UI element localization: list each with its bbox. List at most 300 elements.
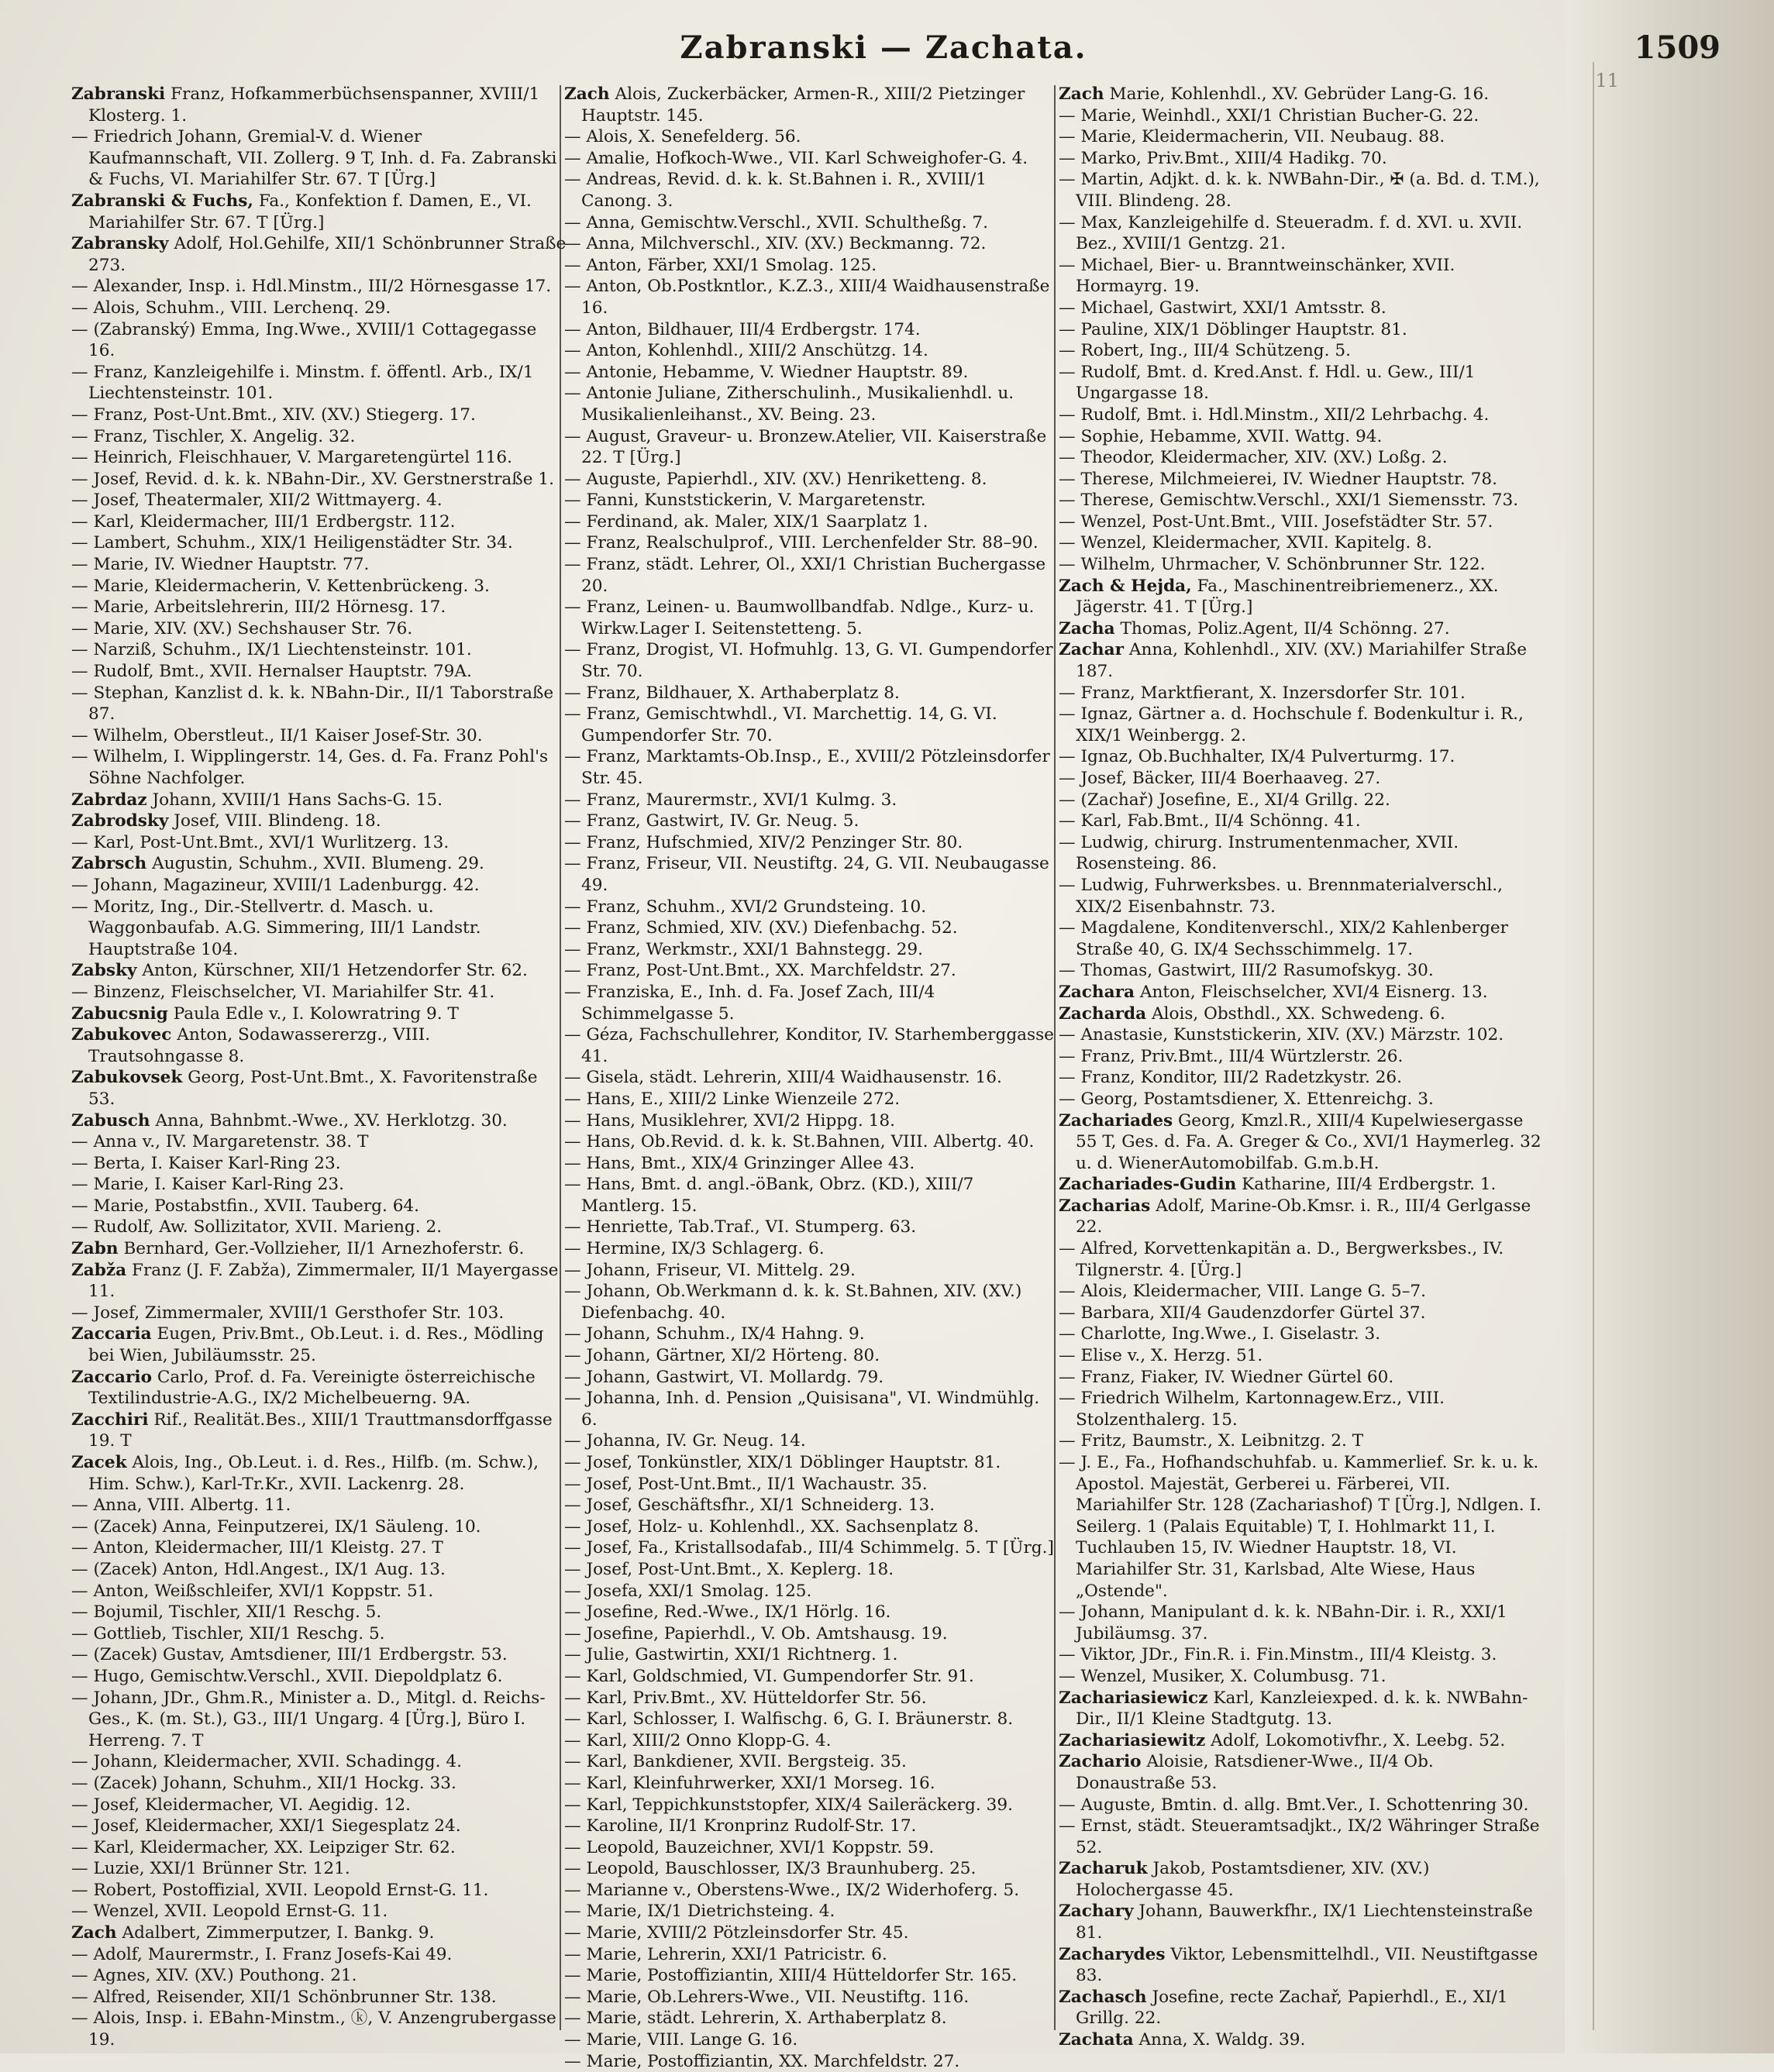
- entry-surname: Zachata: [1059, 2030, 1134, 2050]
- directory-entry: [71, 1944, 567, 1966]
- directory-entry: [564, 790, 1060, 811]
- entry-text: — Marie, I. Kaiser Karl-Ring 23.: [71, 1175, 345, 1195]
- directory-entry: [1059, 639, 1547, 682]
- entry-surname: Zabsky: [71, 961, 137, 981]
- directory-entry: [71, 1795, 567, 1816]
- directory-entry: [71, 1131, 567, 1153]
- entry-text: — Josef, Post-Unt.Bmt., X. Keplerg. 18.: [564, 1559, 894, 1579]
- directory-entry: [71, 126, 567, 191]
- entry-surname: Zacha: [1059, 618, 1115, 638]
- entry-text: — Therese, Gemischtw.Verschl., XXI/1 Siemensstr. 73.: [1059, 490, 1519, 511]
- directory-entry: [71, 1602, 567, 1623]
- directory-entry: [1059, 1858, 1547, 1901]
- directory-entry: [71, 1880, 567, 1902]
- directory-entry: [564, 511, 1060, 533]
- entry-text: — Marie, VIII. Lange G. 16.: [564, 2030, 798, 2050]
- directory-entry: [71, 511, 567, 533]
- entry-surname: Zacchiri: [71, 1409, 149, 1430]
- entry-text: — Johann, Magazineur, XVIII/1 Ladenburgg. 42.: [71, 875, 480, 895]
- entry-text: Franz, Hofkammerbüchsenspanner, XVIII/1 Klosterg. 1.: [88, 84, 540, 126]
- entry-text: — Antonie, Hebamme, V. Wiedner Hauptstr. 89.: [564, 362, 969, 382]
- entry-surname: Zacharydes: [1059, 1944, 1166, 1964]
- entry-text: Augustin, Schuhm., XVII. Blumeng. 29.: [152, 854, 484, 874]
- directory-entry: [564, 1644, 1060, 1666]
- directory-entry: [564, 1666, 1060, 1688]
- entry-text: — Anastasie, Kunststickerin, XIV. (XV.) Märzstr. 102.: [1059, 1025, 1504, 1045]
- directory-entry: [71, 1196, 567, 1217]
- directory-entry: [71, 191, 567, 233]
- entry-text: Adalbert, Zimmerputzer, I. Bankg. 9.: [122, 1923, 435, 1943]
- entry-text: — August, Graveur- u. Bronzew.Atelier, VII. Kaiserstraße 22. T [Ürg.]: [564, 426, 1047, 468]
- entry-text: — Georg, Postamtsdiener, X. Ettenreichg. 3.: [1059, 1089, 1434, 1109]
- directory-entry: [71, 298, 567, 319]
- directory-entry: [1059, 1281, 1547, 1303]
- directory-entry: [71, 982, 567, 1003]
- entry-text: — Marie, Kleidermacherin, V. Kettenbrückeng. 3.: [71, 576, 490, 596]
- directory-entry: [564, 1367, 1060, 1389]
- directory-entry: [564, 84, 1060, 126]
- entry-text: — Josef, Bäcker, III/4 Boerhaaveg. 27.: [1059, 769, 1381, 788]
- directory-entry: [71, 832, 567, 854]
- entry-text: — Karl, Goldschmied, VI. Gumpendorfer Str. 91.: [564, 1666, 974, 1686]
- directory-entry: [564, 554, 1060, 597]
- directory-entry: [71, 447, 567, 469]
- entry-text: — Karl, Fab.Bmt., II/4 Schönng. 41.: [1059, 811, 1361, 831]
- entry-text: — Wilhelm, Uhrmacher, V. Schönbrunner Str. 122.: [1059, 555, 1486, 575]
- directory-entry: [1059, 426, 1547, 448]
- entry-text: Anna, Kohlenhdl., XIV. (XV.) Mariahilfer Straße 187.: [1076, 640, 1528, 682]
- directory-entry: [71, 1623, 567, 1645]
- entry-text: — Michael, Bier- u. Branntweinschänker, XVII. Hormayrg. 19.: [1059, 255, 1455, 297]
- entry-surname: Zacharda: [1059, 1003, 1147, 1024]
- entry-text: — Johanna, IV. Gr. Neug. 14.: [564, 1431, 806, 1451]
- entry-text: — Alois, X. Senefelderg. 56.: [564, 127, 801, 147]
- directory-entry: [564, 1559, 1060, 1581]
- directory-entry: [1059, 746, 1547, 768]
- directory-entry: [71, 1537, 567, 1559]
- directory-entry: [1059, 105, 1547, 127]
- directory-entry: [71, 1773, 567, 1795]
- directory-entry: [564, 704, 1060, 746]
- directory-entry: [564, 1837, 1060, 1859]
- entry-surname: Zabranski & Fuchs,: [71, 191, 253, 211]
- entry-text: — Marie, Arbeitslehrerin, III/2 Hörnesg. 17.: [71, 597, 446, 618]
- entry-surname: Zachariasiewicz: [1059, 1688, 1208, 1708]
- entry-text: — Franziska, E., Inh. d. Fa. Josef Zach, III/4 Schimmelgasse 5.: [564, 982, 935, 1024]
- entry-text: — Rudolf, Bmt. i. Hdl.Minstm., XII/2 Lehrbachg. 4.: [1059, 404, 1490, 425]
- entry-text: — Hugo, Gemischtw.Verschl., XVII. Diepoldplatz 6.: [71, 1666, 503, 1686]
- directory-entry: [1059, 1303, 1547, 1324]
- entry-text: — Auguste, Papierhdl., XIV. (XV.) Henriketteng. 8.: [564, 469, 987, 489]
- directory-entry: [564, 255, 1060, 277]
- entry-text: — Friedrich Wilhelm, Kartonnagew.Erz., VIII. Stolzenthalerg. 15.: [1059, 1389, 1445, 1430]
- directory-entry: [1059, 169, 1547, 212]
- directory-entry: [564, 1089, 1060, 1110]
- entry-text: — Franz, Marktfierant, X. Inzersdorfer Str. 101.: [1059, 683, 1466, 703]
- entry-text: — Pauline, XIX/1 Döblinger Hauptstr. 81.: [1059, 319, 1407, 339]
- entry-text: Carlo, Prof. d. Fa. Vereinigte österreichische Textilindustrie-A.G., IX/2 Michelbeuerng. 9A.: [88, 1367, 536, 1409]
- directory-entry: [1059, 1388, 1547, 1430]
- directory-entry: [564, 1581, 1060, 1602]
- entry-text: — Karl, Post-Unt.Bmt., XVI/1 Wurlitzerg. 13.: [71, 832, 450, 852]
- entry-text: — Franz, Bildhauer, X. Arthaberplatz 8.: [564, 683, 900, 703]
- entry-surname: Zachara: [1059, 982, 1135, 1002]
- directory-entry: [564, 1345, 1060, 1367]
- directory-entry: [1059, 1944, 1547, 1987]
- directory-entry: [71, 1559, 567, 1581]
- directory-entry: [564, 1516, 1060, 1538]
- directory-entry: [564, 1452, 1060, 1474]
- entry-text: — Franz, Realschulprof., VIII. Lerchenfelder Str. 88–90.: [564, 533, 1039, 553]
- directory-entry: [71, 1409, 567, 1452]
- entry-text: — Franz, städt. Lehrer, Ol., XXI/1 Christian Buchergasse 20.: [564, 555, 1046, 596]
- entry-text: — Marie, XIV. (XV.) Sechshauser Str. 76.: [71, 618, 413, 638]
- entry-text: — Franz, Post-Unt.Bmt., XIV. (XV.) Stiegerg. 17.: [71, 404, 476, 425]
- entry-text: — (Zacek) Johann, Schuhm., XII/1 Hockg. 33.: [71, 1773, 456, 1793]
- entry-text: Fa., Konfektion f. Damen, E., VI. Mariahilfer Str. 67. T [Ürg.]: [88, 191, 532, 232]
- entry-text: — Marko, Priv.Bmt., XIII/4 Hadikg. 70.: [1059, 148, 1387, 168]
- entry-text: Anna, Bahnbmt.-Wwe., XV. Herklotzg. 30.: [155, 1110, 508, 1131]
- entry-text: — Anton, Ob.Postkntlor., K.Z.3., XIII/4 Waidhausenstraße 16.: [564, 277, 1050, 318]
- directory-entry: [564, 832, 1060, 854]
- directory-entry: [1059, 1602, 1547, 1644]
- directory-entry: [564, 1067, 1060, 1089]
- entry-text: — Marie, Postoffiziantin, XIII/4 Hütteldorfer Str. 165.: [564, 1966, 1018, 1986]
- entry-text: — Josef, Revid. d. k. k. NBahn-Dir., XV. Gerstnerstraße 1.: [71, 469, 554, 489]
- directory-entry: [71, 875, 567, 897]
- directory-entry: [564, 1944, 1060, 1966]
- directory-entry: [71, 1217, 567, 1238]
- directory-entry: [564, 1430, 1060, 1452]
- entry-text: — Bojumil, Tischler, XII/1 Reschg. 5.: [71, 1602, 382, 1623]
- entry-text: — Wilhelm, Oberstleut., II/1 Kaiser Josef-Str. 30.: [71, 725, 483, 745]
- directory-entry: [1059, 1816, 1547, 1858]
- directory-entry: [1059, 917, 1547, 960]
- directory-entry: [564, 148, 1060, 170]
- entry-text: Georg, Kmzl.R., XIII/4 Kupelwiesergasse 55 T, Ges. d. Fa. A. Greger & Co., XVI/1 Haymerleg. 32 u. d. WienerAutomobilfab. G.m.b.H.: [1076, 1110, 1541, 1173]
- entry-surname: Zach: [564, 84, 610, 104]
- entry-surname: Zacharuk: [1059, 1859, 1148, 1879]
- column-2: [564, 84, 1060, 2071]
- directory-entry: [564, 2008, 1060, 2029]
- directory-entry: [564, 1131, 1060, 1153]
- directory-entry: [1059, 511, 1547, 533]
- page-number: 1509: [1634, 29, 1721, 66]
- directory-entry: [1059, 212, 1547, 255]
- directory-entry: [71, 532, 567, 554]
- entry-text: — Josef, Theatermaler, XII/2 Wittmayerg. 4.: [71, 490, 443, 511]
- entry-text: — Ludwig, chirurg. Instrumentenmacher, XVII. Rosensteing. 86.: [1059, 832, 1459, 874]
- entry-text: — (Zacek) Gustav, Amtsdiener, III/1 Erdbergstr. 53.: [71, 1645, 508, 1665]
- entry-text: — Moritz, Ing., Dir.-Stellvertr. d. Masch. u. Waggonbaufab. A.G. Simmering, III/1 Landstr. Hauptstraße 104.: [71, 897, 481, 959]
- directory-entry: [564, 1495, 1060, 1516]
- entry-surname: Zach: [71, 1923, 117, 1943]
- directory-entry: [1059, 148, 1547, 170]
- entry-text: — Barbara, XII/4 Gaudenzdorfer Gürtel 37.: [1059, 1303, 1426, 1323]
- directory-entry: [1059, 1751, 1547, 1794]
- entry-surname: Zachariades: [1059, 1110, 1173, 1131]
- directory-entry: [1059, 469, 1547, 490]
- entry-text: — Anna, Milchverschl., XIV. (XV.) Beckmanng. 72.: [564, 234, 987, 254]
- directory-entry: [1059, 618, 1547, 640]
- directory-entry: [71, 276, 567, 298]
- entry-text: — Franz, Maurermstr., XVI/1 Kulmg. 3.: [564, 790, 897, 810]
- directory-entry: [564, 169, 1060, 212]
- directory-entry: [71, 1003, 567, 1025]
- entry-text: Alois, Ing., Ob.Leut. i. d. Res., Hilfb. (m. Schw.), Him. Schw.), Karl-Tr.Kr., XVII. Lackenrg. 28.: [88, 1453, 539, 1494]
- entry-surname: Zabrsch: [71, 854, 147, 874]
- directory-entry: [1059, 532, 1547, 554]
- directory-entry: [1059, 960, 1547, 982]
- directory-entry: [1059, 554, 1547, 576]
- directory-entry: [71, 1688, 567, 1752]
- entry-text: — Wenzel, XVII. Leopold Ernst-G. 11.: [71, 1902, 388, 1922]
- entry-surname: Zachario: [1059, 1752, 1142, 1772]
- directory-entry: [71, 1238, 567, 1260]
- directory-entry: [1059, 404, 1547, 426]
- entry-text: — Karl, Schlosser, I. Walfischg. 6, G. I. Bräunerstr. 8.: [564, 1709, 1014, 1730]
- directory-entry: [1059, 1089, 1547, 1110]
- directory-entry: [71, 1666, 567, 1688]
- directory-entry: [71, 84, 567, 126]
- entry-text: — Johann, Manipulant d. k. k. NBahn-Dir. i. R., XXI/1 Jubiläumsg. 37.: [1059, 1602, 1507, 1643]
- directory-entry: [564, 2029, 1060, 2051]
- directory-entry: [1059, 1003, 1547, 1025]
- entry-text: — Franz, Werkmstr., XXI/1 Bahnstegg. 29.: [564, 939, 924, 959]
- entry-text: Viktor, Lebensmittelhdl., VII. Neustiftgasse 83.: [1076, 1944, 1538, 1986]
- directory-entry: [71, 576, 567, 597]
- directory-entry: [1059, 576, 1547, 618]
- entry-text: — Josef, Post-Unt.Bmt., II/1 Wachaustr. 35.: [564, 1474, 928, 1494]
- entry-surname: Zaccario: [71, 1367, 153, 1387]
- directory-entry: [71, 1644, 567, 1666]
- directory-entry: [1059, 1901, 1547, 1943]
- entry-text: Thomas, Poliz.Agent, II/4 Schönng. 27.: [1120, 618, 1450, 638]
- entry-text: — (Zabranský) Emma, Ing.Wwe., XVIII/1 Cottagegasse 16.: [71, 319, 537, 361]
- directory-entry: [564, 1965, 1060, 1987]
- entry-text: — Ludwig, Fuhrwerksbes. u. Brennmaterialverschl., XIX/2 Eisenbahnstr. 73.: [1059, 875, 1504, 917]
- entry-text: — Josef, Tonkünstler, XIX/1 Döblinger Hauptstr. 81.: [564, 1453, 1001, 1472]
- entry-text: — Magdalene, Konditenverschl., XIX/2 Kahlenberger Straße 40, G. IX/4 Sechsschimmelg. 17.: [1059, 918, 1509, 959]
- entry-text: Josefine, recte Zachař, Papierhdl., E., XI/1 Grillg. 22.: [1076, 1987, 1508, 2029]
- entry-text: — Franz, Post-Unt.Bmt., XX. Marchfeldstr. 27.: [564, 961, 956, 981]
- directory-entry: [71, 490, 567, 511]
- entry-text: — Ignaz, Gärtner a. d. Hochschule f. Bodenkultur i. R., XIX/1 Weinbergg. 2.: [1059, 704, 1524, 745]
- directory-entry: [1059, 447, 1547, 469]
- entry-text: — Franz, Leinen- u. Baumwollbandfab. Ndlge., Kurz- u. Wirkw.Lager I. Seitenstetteng. 5.: [564, 597, 1035, 638]
- entry-text: — Marie, XVIII/2 Pötzleinsdorfer Str. 45.: [564, 1923, 909, 1943]
- entry-text: — Rudolf, Bmt., XVII. Hernalser Hauptstr. 79A.: [71, 662, 472, 682]
- entry-text: — Josef, Zimmermaler, XVIII/1 Gersthofer Str. 103.: [71, 1303, 505, 1323]
- entry-text: — Julie, Gastwirtin, XXI/1 Richtnerg. 1.: [564, 1645, 898, 1665]
- directory-entry: [564, 1388, 1060, 1430]
- directory-entry: [1059, 1238, 1547, 1281]
- directory-entry: [564, 1816, 1060, 1837]
- directory-entry: [71, 1153, 567, 1175]
- directory-entry: [564, 1217, 1060, 1238]
- directory-entry: [564, 1474, 1060, 1495]
- directory-entry: [564, 1901, 1060, 1922]
- entry-text: — Alfred, Korvettenkapitän a. D., Bergwerksbes., IV. Tilgnerstr. 4. [Ürg.]: [1059, 1239, 1504, 1280]
- directory-entry: [1059, 1174, 1547, 1196]
- directory-entry: [71, 639, 567, 661]
- entry-text: — Alfred, Reisender, XII/1 Schönbrunner Str. 138.: [71, 1987, 497, 2007]
- directory-entry: [564, 426, 1060, 469]
- directory-entry: [564, 340, 1060, 362]
- entry-text: — Franz, Schmied, XIV. (XV.) Diefenbachg. 52.: [564, 918, 958, 938]
- entry-text: — Franz, Schuhm., XVI/2 Grundsteing. 10.: [564, 897, 927, 917]
- entry-text: — (Zacek) Anna, Feinputzerei, IX/1 Säuleng. 10.: [71, 1516, 481, 1537]
- entry-text: — Josef, Fa., Kristallsodafab., III/4 Schimmelg. 5. T [Ürg.]: [564, 1538, 1054, 1558]
- entry-text: — Marie, Lehrerin, XXI/1 Patricistr. 6.: [564, 1944, 887, 1964]
- directory-entry: [71, 2008, 567, 2050]
- entry-text: — Luzie, XXI/1 Brünner Str. 121.: [71, 1859, 350, 1879]
- directory-entry: [71, 426, 567, 448]
- entry-text: Josef, VIII. Blindeng. 18.: [174, 811, 381, 831]
- entry-text: — Marie, Ob.Lehrers-Wwe., VII. Neustiftg. 116.: [564, 1987, 970, 2007]
- entry-text: — Karl, Bankdiener, XVII. Bergsteig. 35.: [564, 1752, 907, 1772]
- entry-text: — Elise v., X. Herzg. 51.: [1059, 1346, 1263, 1366]
- entry-text: — Alois, Schuhm., VIII. Lerchenq. 29.: [71, 298, 391, 318]
- entry-text: — Anton, Kleidermacher, III/1 Kleistg. 27. T: [71, 1538, 443, 1558]
- entry-surname: Zabukovsek: [71, 1068, 183, 1088]
- directory-entry: [1059, 1452, 1547, 1602]
- entry-text: Anna, X. Waldg. 39.: [1138, 2030, 1306, 2050]
- entry-text: Anton, Fleischselcher, XVI/4 Eisnerg. 13.: [1139, 982, 1488, 1002]
- entry-text: — Marianne v., Oberstens-Wwe., IX/2 Widerhoferg. 5.: [564, 1880, 1020, 1900]
- entry-text: — Franz, Hufschmied, XIV/2 Penzinger Str. 80.: [564, 832, 963, 852]
- directory-entry: [71, 1987, 567, 2008]
- directory-entry: [564, 1024, 1060, 1067]
- entry-text: — Rudolf, Bmt. d. Kred.Anst. f. Hdl. u. Gew., III/1 Ungargasse 18.: [1059, 362, 1476, 404]
- entry-text: — Karoline, II/1 Kronprinz Rudolf-Str. 17.: [564, 1816, 917, 1836]
- entry-text: — Heinrich, Fleischhauer, V. Margaretengürtel 116.: [71, 448, 513, 468]
- directory-entry: [1059, 982, 1547, 1003]
- entry-text: — Marie, IX/1 Dietrichsteing. 4.: [564, 1902, 835, 1922]
- directory-entry: [1059, 704, 1547, 746]
- entry-surname: Zachary: [1059, 1902, 1134, 1922]
- entry-text: — Hans, Musiklehrer, XVI/2 Hippg. 18.: [564, 1110, 895, 1131]
- directory-entry: [564, 1537, 1060, 1559]
- entry-text: — Alois, Insp. i. EBahn-Minstm., ⓚ, V. Anzengrubergasse 19.: [71, 2008, 556, 2050]
- entry-text: — Johann, Gastwirt, VI. Mollardg. 79.: [564, 1367, 884, 1387]
- entry-text: Katharine, III/4 Erdbergstr. 1.: [1242, 1175, 1497, 1195]
- entry-text: — Leopold, Bauschlosser, IX/3 Braunhuberg. 25.: [564, 1859, 977, 1879]
- entry-text: — Karl, Kleidermacher, III/1 Erdbergstr. 112.: [71, 511, 456, 532]
- entry-text: — Leopold, Bauzeichner, XVI/1 Koppstr. 59.: [564, 1837, 935, 1857]
- directory-entry: [564, 746, 1060, 789]
- entry-surname: Zachariasiewitz: [1059, 1730, 1206, 1750]
- entry-surname: Zabrodsky: [71, 811, 169, 831]
- directory-entry: [564, 1323, 1060, 1345]
- entry-text: Alois, Zuckerbäcker, Armen-R., XIII/2 Pietzinger Hauptstr. 145.: [581, 84, 1025, 126]
- directory-entry: [71, 1751, 567, 1773]
- entry-surname: Zabža: [71, 1260, 127, 1280]
- directory-entry: [71, 233, 567, 276]
- entry-text: — Marie, städt. Lehrerin, X. Arthaberplatz 8.: [564, 2008, 947, 2029]
- entry-text: Marie, Kohlenhdl., XV. Gebrüder Lang-G. 16.: [1109, 84, 1490, 104]
- directory-entry: [1059, 1730, 1547, 1752]
- entry-text: — Rudolf, Aw. Sollizitator, XVII. Marieng. 2.: [71, 1217, 443, 1237]
- entry-surname: Zacek: [71, 1453, 127, 1472]
- entry-text: — Auguste, Bmtin. d. allg. Bmt.Ver., I. Schottenring 30.: [1059, 1795, 1529, 1815]
- entry-text: Alois, Obsthdl., XX. Schwedeng. 6.: [1151, 1003, 1445, 1024]
- entry-text: — Wenzel, Musiker, X. Columbusg. 71.: [1059, 1666, 1386, 1686]
- page-gutter-edge: [1565, 0, 1774, 2053]
- directory-entry: [1059, 1046, 1547, 1068]
- directory-entry: [564, 1922, 1060, 1944]
- directory-entry: [564, 1751, 1060, 1773]
- directory-entry: [1059, 811, 1547, 832]
- directory-entry: [71, 319, 567, 362]
- directory-entry: [71, 597, 567, 618]
- directory-entry: [564, 319, 1060, 341]
- entry-text: — (Zachař) Josefine, E., XI/4 Grillg. 22.: [1059, 790, 1390, 810]
- entry-text: — Anna, VIII. Albertg. 11.: [71, 1495, 291, 1516]
- entry-text: — Franz, Gastwirt, IV. Gr. Neug. 5.: [564, 811, 859, 831]
- directory-entry: [564, 982, 1060, 1024]
- directory-entry: [71, 683, 567, 725]
- directory-entry: [1059, 2029, 1547, 2051]
- directory-entry: [564, 383, 1060, 425]
- directory-entry: [564, 1730, 1060, 1752]
- entry-text: Adolf, Marine-Ob.Kmsr. i. R., III/4 Gerlgasse 22.: [1076, 1196, 1531, 1237]
- directory-entry: [71, 960, 567, 982]
- directory-entry: [71, 1837, 567, 1859]
- directory-entry: [564, 917, 1060, 939]
- entry-text: — Berta, I. Kaiser Karl-Ring 23.: [71, 1153, 341, 1173]
- directory-entry: [564, 490, 1060, 511]
- directory-entry: [564, 1260, 1060, 1282]
- directory-entry: [71, 811, 567, 832]
- entry-text: — Fanni, Kunststickerin, V. Margaretenstr.: [564, 490, 926, 511]
- directory-entry: [564, 1709, 1060, 1730]
- directory-entry: [71, 1901, 567, 1922]
- directory-entry: [1059, 832, 1547, 875]
- directory-entry: [564, 960, 1060, 982]
- page-header: [31, 29, 1736, 76]
- entry-text: Aloisie, Ratsdiener-Wwe., II/4 Ob. Donaustraße 53.: [1076, 1752, 1434, 1793]
- entry-text: Anton, Sodawassererzg., VIII. Trautsohngasse 8.: [88, 1025, 431, 1066]
- directory-entry: [1059, 319, 1547, 341]
- entry-text: — Hans, Ob.Revid. d. k. k. St.Bahnen, VIII. Albertg. 40.: [564, 1132, 1035, 1152]
- entry-text: — Géza, Fachschullehrer, Konditor, IV. Starhemberggasse 41.: [564, 1025, 1054, 1066]
- entry-text: — Marie, Postabstfin., XVII. Tauberg. 64.: [71, 1196, 420, 1216]
- directory-entry: [1059, 490, 1547, 511]
- entry-text: — Andreas, Revid. d. k. k. St.Bahnen i. R., XVIII/1 Canong. 3.: [564, 170, 987, 211]
- entry-text: — Gottlieb, Tischler, XII/1 Reschg. 5.: [71, 1623, 385, 1643]
- entry-text: — Franz, Priv.Bmt., III/4 Würtzlerstr. 26.: [1059, 1046, 1404, 1066]
- directory-entry: [564, 811, 1060, 832]
- directory-entry: [71, 1024, 567, 1067]
- directory-entry: [71, 404, 567, 426]
- directory-entry: [564, 126, 1060, 148]
- entry-text: Johann, Bauwerkfhr., IX/1 Liechtensteinstraße 81.: [1076, 1902, 1533, 1943]
- entry-surname: Zaccaria: [71, 1324, 152, 1344]
- entry-text: — Adolf, Maurermstr., I. Franz Josefs-Kai 49.: [71, 1944, 453, 1964]
- entry-text: — Robert, Postoffizial, XVII. Leopold Ernst-G. 11.: [71, 1880, 489, 1900]
- entry-text: Anton, Kürschner, XII/1 Hetzendorfer Str. 62.: [142, 961, 528, 981]
- entry-text: Paula Edle v., I. Kolowratring 9. T: [173, 1003, 459, 1024]
- entry-text: — Anton, Färber, XXI/1 Smolag. 125.: [564, 255, 877, 275]
- entry-text: — Franz, Konditor, III/2 Radetzkystr. 26.: [1059, 1068, 1403, 1088]
- directory-entry: [71, 725, 567, 747]
- entry-text: — Franz, Tischler, X. Angelig. 32.: [71, 426, 356, 446]
- entry-text: — Ferdinand, ak. Maler, XIX/1 Saarplatz 1.: [564, 511, 928, 532]
- directory-entry: [71, 790, 567, 811]
- directory-entry: [71, 1303, 567, 1324]
- directory-entry: [564, 532, 1060, 554]
